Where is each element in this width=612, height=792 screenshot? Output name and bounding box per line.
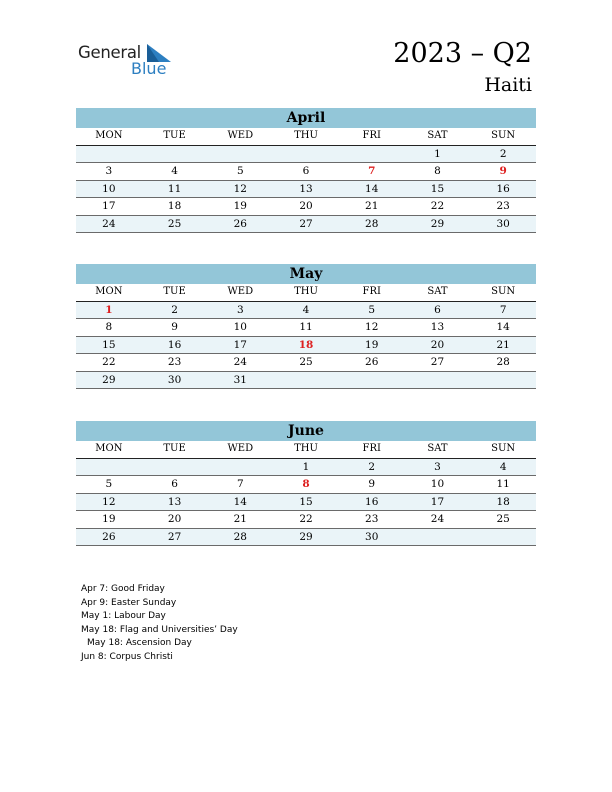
day-cell: 15 [299, 495, 313, 508]
day-cell: 28 [233, 530, 247, 543]
day-cell: 31 [233, 373, 247, 386]
calendar-month-june [76, 421, 536, 546]
week-row [76, 181, 536, 199]
holiday-date: 18 [298, 338, 314, 351]
weekday-label: MON [95, 443, 123, 455]
weekday-label: THU [294, 286, 318, 298]
day-cell: 13 [167, 495, 182, 508]
weekday-label: TUE [163, 443, 186, 455]
day-cell: 26 [233, 217, 247, 230]
holiday-note: May 18: Flag and Universities’ Day [81, 624, 238, 635]
weekday-label: WED [227, 286, 254, 298]
day-cell: 25 [496, 513, 510, 526]
day-cell: 22 [102, 356, 116, 369]
holiday-note: Apr 7: Good Friday [81, 584, 165, 594]
day-cell: 3 [105, 165, 113, 178]
day-cell: 8 [434, 165, 441, 178]
weekday-label: FRI [362, 130, 381, 142]
week-row [76, 529, 536, 547]
day-cell: 19 [365, 338, 379, 351]
day-cell: 22 [299, 513, 313, 526]
month-header: May [76, 264, 536, 284]
day-cell: 2 [499, 147, 507, 160]
day-cell: 8 [105, 321, 113, 334]
day-cell: 9 [171, 321, 178, 334]
weekday-label: SUN [491, 286, 516, 298]
week-row [76, 319, 536, 337]
logo-text-general: General [78, 43, 141, 62]
holiday-date: 7 [368, 165, 376, 178]
week-row [76, 476, 536, 494]
day-cell: 14 [496, 321, 510, 334]
week-row [76, 354, 536, 372]
day-cell: 11 [167, 182, 182, 195]
day-cell: 16 [365, 495, 379, 508]
day-cell: 14 [365, 182, 379, 195]
day-cell: 11 [299, 321, 313, 334]
weekday-header-row [76, 441, 536, 459]
weekday-label: THU [294, 443, 318, 455]
day-cell: 10 [102, 182, 116, 195]
day-cell: 24 [430, 513, 445, 526]
day-cell: 26 [365, 356, 379, 369]
page-title: 2023 – Q2 [393, 38, 532, 69]
week-row [76, 372, 536, 390]
logo-text-blue: Blue [131, 59, 167, 78]
calendar-month-april [76, 108, 536, 233]
day-cell: 23 [167, 356, 182, 369]
day-cell: 24 [233, 356, 247, 369]
holiday-date: 9 [499, 165, 507, 178]
weekday-label: MON [95, 130, 123, 142]
holiday-notes [81, 583, 238, 664]
weekday-label: MON [95, 286, 123, 298]
day-cell: 30 [167, 373, 182, 386]
week-row [76, 163, 536, 181]
generalblue-logo [78, 40, 178, 80]
day-cell: 27 [299, 217, 313, 230]
day-cell: 17 [430, 495, 445, 508]
day-cell: 10 [430, 478, 445, 491]
weekday-label: SAT [427, 286, 448, 298]
calendar-month-may [76, 264, 536, 389]
day-cell: 9 [368, 478, 376, 491]
weekday-label: TUE [163, 286, 186, 298]
day-cell: 12 [233, 182, 247, 195]
day-cell: 2 [368, 460, 376, 473]
day-cell: 28 [365, 217, 379, 230]
day-cell: 20 [430, 338, 445, 351]
day-cell: 25 [299, 356, 313, 369]
day-cell: 5 [368, 303, 376, 316]
day-cell: 10 [233, 321, 247, 334]
day-cell: 3 [434, 460, 441, 473]
day-cell: 29 [102, 373, 116, 386]
weekday-header-row [76, 284, 536, 302]
holiday-date: 1 [105, 303, 113, 316]
day-cell: 4 [499, 460, 507, 473]
country-name: Haiti [484, 74, 532, 96]
day-cell: 20 [167, 513, 182, 526]
day-cell: 12 [365, 321, 379, 334]
day-cell: 12 [102, 495, 116, 508]
week-row [76, 494, 536, 512]
day-cell: 16 [167, 338, 182, 351]
weekday-label: SUN [491, 130, 516, 142]
day-cell: 5 [236, 165, 244, 178]
day-cell: 22 [430, 200, 445, 213]
day-cell: 7 [236, 478, 244, 491]
day-cell: 24 [102, 217, 116, 230]
day-cell: 29 [430, 217, 445, 230]
day-cell: 13 [299, 182, 313, 195]
holiday-note: Apr 9: Easter Sunday [81, 597, 177, 608]
day-cell: 4 [171, 165, 178, 178]
day-cell: 6 [434, 303, 441, 316]
month-header: June [76, 421, 536, 441]
day-cell: 15 [102, 338, 116, 351]
weekday-label: SUN [491, 443, 516, 455]
day-cell: 23 [496, 200, 510, 213]
day-cell: 2 [171, 303, 178, 316]
day-cell: 23 [365, 513, 379, 526]
day-cell: 19 [102, 513, 116, 526]
day-cell: 6 [302, 165, 310, 178]
day-cell: 30 [365, 530, 379, 543]
weekday-label: WED [227, 130, 254, 142]
weekday-header-row [76, 128, 536, 146]
day-cell: 6 [171, 478, 178, 491]
month-header: April [76, 108, 536, 128]
day-cell: 21 [233, 513, 247, 526]
week-row [76, 146, 536, 164]
day-cell: 27 [167, 530, 182, 543]
day-cell: 18 [496, 495, 510, 508]
day-cell: 1 [434, 147, 441, 160]
day-cell: 27 [430, 356, 445, 369]
week-row [76, 337, 536, 355]
day-cell: 17 [102, 200, 116, 213]
day-cell: 30 [496, 217, 510, 230]
weekday-label: FRI [362, 443, 381, 455]
week-row [76, 302, 536, 320]
day-cell: 29 [299, 530, 313, 543]
day-cell: 25 [167, 217, 182, 230]
day-cell: 15 [430, 182, 445, 195]
day-cell: 3 [236, 303, 244, 316]
weekday-label: FRI [362, 286, 381, 298]
day-cell: 4 [302, 303, 310, 316]
week-row [76, 511, 536, 529]
day-cell: 26 [102, 530, 116, 543]
day-cell: 1 [302, 460, 310, 473]
day-cell: 21 [365, 200, 379, 213]
weekday-label: WED [227, 443, 254, 455]
holiday-date: 8 [302, 478, 310, 491]
weekday-label: SAT [427, 130, 448, 142]
day-cell: 16 [496, 182, 510, 195]
weekday-label: TUE [163, 130, 186, 142]
week-row [76, 216, 536, 234]
day-cell: 14 [233, 495, 247, 508]
day-cell: 18 [167, 200, 182, 213]
weekday-label: SAT [427, 443, 448, 455]
week-row [76, 459, 536, 477]
holiday-note: Jun 8: Corpus Christi [81, 651, 173, 662]
holiday-note: May 1: Labour Day [81, 611, 166, 621]
day-cell: 28 [496, 356, 510, 369]
day-cell: 11 [496, 478, 510, 491]
day-cell: 7 [499, 303, 507, 316]
day-cell: 19 [233, 200, 247, 213]
day-cell: 13 [430, 321, 445, 334]
week-row [76, 198, 536, 216]
day-cell: 20 [299, 200, 313, 213]
day-cell: 5 [105, 478, 113, 491]
weekday-label: THU [294, 130, 318, 142]
holiday-note: May 18: Ascension Day [87, 638, 192, 648]
day-cell: 21 [496, 338, 510, 351]
day-cell: 17 [233, 338, 247, 351]
